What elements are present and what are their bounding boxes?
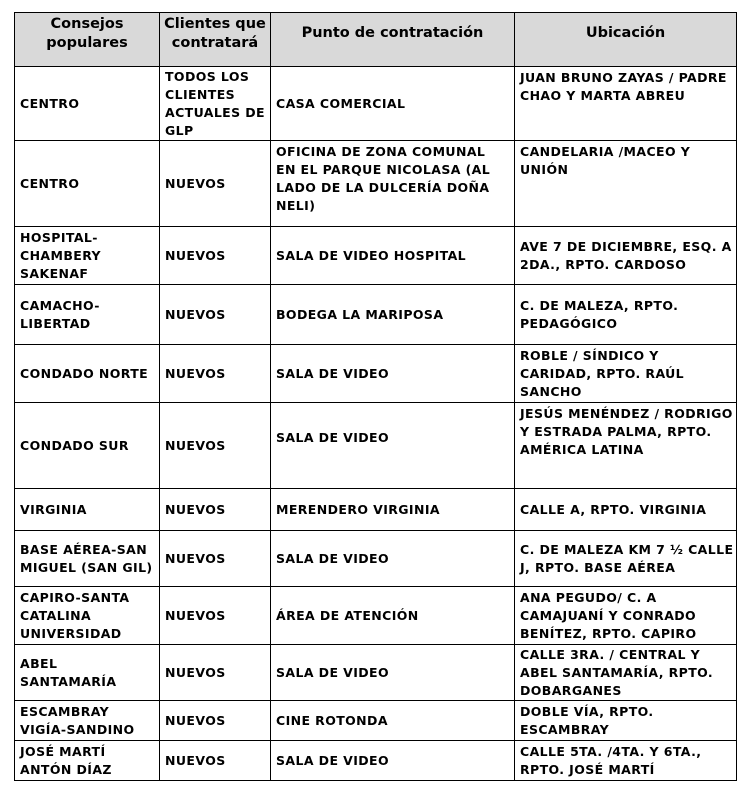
cell-punto: SALA DE VIDEO HOSPITAL <box>271 227 515 285</box>
cell-clientes: TODOS LOS CLIENTES ACTUALES DE GLP <box>160 67 271 141</box>
cell-ubicacion: C. DE MALEZA, RPTO. PEDAGÓGICO <box>515 285 737 345</box>
cell-punto: SALA DE VIDEO <box>271 403 515 489</box>
cell-clientes: NUEVOS <box>160 345 271 403</box>
cell-clientes: NUEVOS <box>160 141 271 227</box>
cell-punto: SALA DE VIDEO <box>271 531 515 587</box>
table-row <box>15 345 737 403</box>
table-row <box>15 741 737 781</box>
cell-ubicacion: CALLE 3RA. / CENTRAL Y ABEL SANTAMARÍA, RPTO. DOBARGANES <box>515 645 737 701</box>
cell-ubicacion: CALLE 5TA. /4TA. Y 6TA., RPTO. JOSÉ MARTÍ <box>515 741 737 781</box>
header-consejos: Consejos populares <box>15 13 160 67</box>
cell-clientes: NUEVOS <box>160 285 271 345</box>
cell-ubicacion: JESÚS MENÉNDEZ / RODRIGO Y ESTRADA PALMA, RPTO. AMÉRICA LATINA <box>515 403 737 489</box>
cell-ubicacion: JUAN BRUNO ZAYAS / PADRE CHAO Y MARTA ABREU <box>515 67 737 141</box>
table-row <box>15 227 737 285</box>
cell-clientes: NUEVOS <box>160 403 271 489</box>
cell-clientes: NUEVOS <box>160 645 271 701</box>
table-row <box>15 701 737 741</box>
cell-ubicacion: ANA PEGUDO/ C. A CAMAJUANÍ Y CONRADO BENÍTEZ, RPTO. CAPIRO <box>515 587 737 645</box>
table-row <box>15 141 737 227</box>
table-row <box>15 645 737 701</box>
header-punto: Punto de contratación <box>271 13 515 67</box>
table-row <box>15 587 737 645</box>
cell-consejo: CENTRO <box>15 67 160 141</box>
cell-punto: SALA DE VIDEO <box>271 345 515 403</box>
cell-ubicacion: CALLE A, RPTO. VIRGINIA <box>515 489 737 531</box>
table-row <box>15 403 737 489</box>
cell-consejo: CONDADO NORTE <box>15 345 160 403</box>
cell-clientes: NUEVOS <box>160 741 271 781</box>
table-row <box>15 531 737 587</box>
cell-ubicacion: DOBLE VÍA, RPTO. ESCAMBRAY <box>515 701 737 741</box>
cell-punto: ÁREA DE ATENCIÓN <box>271 587 515 645</box>
cell-consejo: CAMACHO-LIBERTAD <box>15 285 160 345</box>
header-clientes: Clientes que contratará <box>160 13 271 67</box>
cell-ubicacion: AVE 7 DE DICIEMBRE, ESQ. A 2DA., RPTO. CARDOSO <box>515 227 737 285</box>
cell-punto: CINE ROTONDA <box>271 701 515 741</box>
cell-consejo: CAPIRO-SANTA CATALINA UNIVERSIDAD <box>15 587 160 645</box>
cell-clientes: NUEVOS <box>160 227 271 285</box>
cell-clientes: NUEVOS <box>160 587 271 645</box>
cell-clientes: NUEVOS <box>160 701 271 741</box>
cell-ubicacion: CANDELARIA /MACEO Y UNIÓN <box>515 141 737 227</box>
cell-consejo: BASE AÉREA-SAN MIGUEL (SAN GIL) <box>15 531 160 587</box>
cell-punto: OFICINA DE ZONA COMUNAL EN EL PARQUE NICOLASA (AL LADO DE LA DULCERÍA DOÑA NELI) <box>271 141 515 227</box>
table-row <box>15 489 737 531</box>
cell-consejo: HOSPITAL-CHAMBERY SAKENAF <box>15 227 160 285</box>
cell-consejo: ABEL SANTAMARÍA <box>15 645 160 701</box>
contracting-points-table <box>14 12 737 781</box>
cell-punto: SALA DE VIDEO <box>271 741 515 781</box>
cell-ubicacion: C. DE MALEZA KM 7 ½ CALLE J, RPTO. BASE AÉREA <box>515 531 737 587</box>
cell-punto: SALA DE VIDEO <box>271 645 515 701</box>
header-ubicacion: Ubicación <box>515 13 737 67</box>
cell-consejo: ESCAMBRAY VIGÍA-SANDINO <box>15 701 160 741</box>
cell-ubicacion: ROBLE / SÍNDICO Y CARIDAD, RPTO. RAÚL SANCHO <box>515 345 737 403</box>
cell-consejo: CONDADO SUR <box>15 403 160 489</box>
table-row <box>15 285 737 345</box>
header-row <box>15 13 737 67</box>
cell-punto: BODEGA LA MARIPOSA <box>271 285 515 345</box>
cell-consejo: CENTRO <box>15 141 160 227</box>
cell-punto: MERENDERO VIRGINIA <box>271 489 515 531</box>
cell-consejo: VIRGINIA <box>15 489 160 531</box>
cell-clientes: NUEVOS <box>160 489 271 531</box>
cell-punto: CASA COMERCIAL <box>271 67 515 141</box>
table-row <box>15 67 737 141</box>
cell-consejo: JOSÉ MARTÍ ANTÓN DÍAZ <box>15 741 160 781</box>
cell-clientes: NUEVOS <box>160 531 271 587</box>
